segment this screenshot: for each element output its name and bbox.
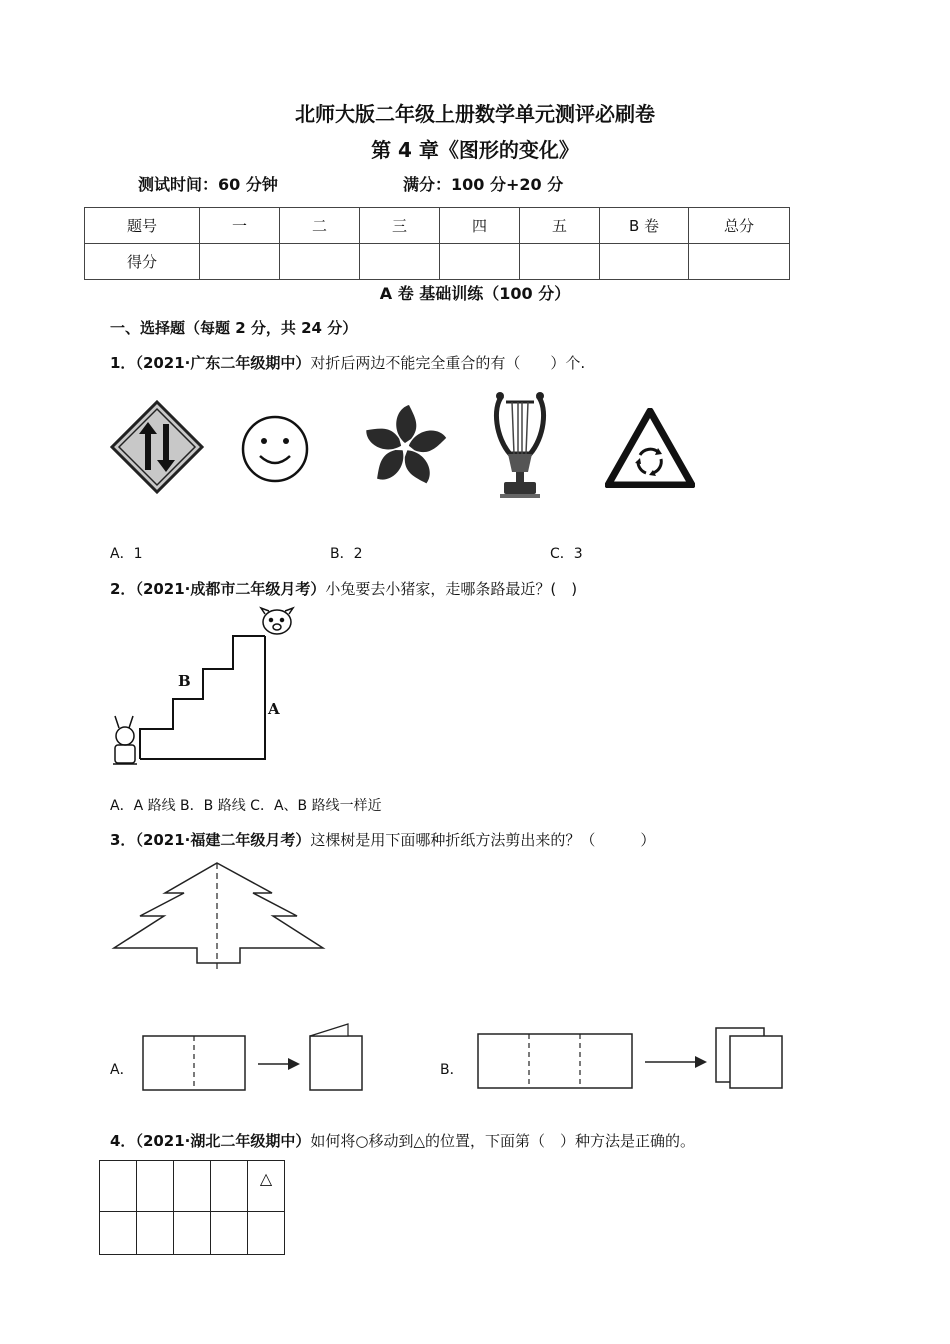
q1-option-c[interactable]: C．3 <box>550 546 583 562</box>
score-table-cell: 一 <box>200 208 280 244</box>
score-cell[interactable] <box>440 244 520 280</box>
score-row-label: 得分 <box>85 244 200 280</box>
q4-text: 如何将○移动到△的位置，下面第（ ）种方法是正确的。 <box>310 1132 696 1150</box>
q3-number: 3． <box>110 831 136 849</box>
grid-cell <box>137 1161 174 1212</box>
lyre-icon <box>490 388 550 506</box>
q4-source: （2021·湖北二年级期中） <box>135 1132 311 1150</box>
q4-number: 4． <box>110 1132 136 1150</box>
question-1 <box>110 352 585 373</box>
score-table-cell: 二 <box>280 208 360 244</box>
grid-row <box>100 1161 285 1212</box>
score-cell[interactable] <box>689 244 790 280</box>
q1-number: 1． <box>110 354 136 372</box>
movement-grid <box>99 1160 285 1255</box>
score-table-cell: 三 <box>360 208 440 244</box>
full-score: 满分：100 分+20 分 <box>403 175 564 194</box>
score-cell[interactable] <box>280 244 360 280</box>
score-table-cell: B 卷 <box>600 208 689 244</box>
page-title: 北师大版二年级上册数学单元测评必刷卷 <box>295 102 655 126</box>
score-table-score-row <box>85 244 790 280</box>
grid-cell <box>248 1212 285 1255</box>
q2-options[interactable]: A．A 路线 B．B 路线 C．A、B 路线一样近 <box>110 798 382 814</box>
score-table-header-row <box>85 208 790 244</box>
score-table-cell: 四 <box>440 208 520 244</box>
chapter-title: 第 4 章《图形的变化》 <box>371 138 579 162</box>
score-cell[interactable] <box>520 244 600 280</box>
grid-cell <box>211 1212 248 1255</box>
score-cell[interactable] <box>360 244 440 280</box>
pig-icon <box>261 608 293 634</box>
score-table-cell: 题号 <box>85 208 200 244</box>
section-a-heading: A 卷 基础训练（100 分） <box>379 284 571 303</box>
q1-option-b[interactable]: B．2 <box>330 546 363 562</box>
triangle-icon: △ <box>259 1169 273 1188</box>
grid-cell <box>174 1212 211 1255</box>
score-table <box>84 207 790 280</box>
paper-tree-figure <box>110 858 330 973</box>
q2-source: （2021·成都市二年级月考） <box>135 580 326 598</box>
roundabout-warning-sign-icon <box>605 408 695 488</box>
grid-cell <box>100 1161 137 1212</box>
rabbit-icon <box>113 716 137 764</box>
q1-source: （2021·广东二年级期中） <box>135 354 311 372</box>
score-table-cell: 总分 <box>689 208 790 244</box>
two-way-traffic-sign-icon <box>110 400 205 495</box>
q3-option-b-label[interactable]: B． <box>440 1062 464 1078</box>
question-2 <box>110 578 577 599</box>
q1-option-a[interactable]: A．1 <box>110 546 143 562</box>
score-cell[interactable] <box>200 244 280 280</box>
route-a-label: A <box>268 700 280 718</box>
bauhinia-flower-icon <box>360 402 450 492</box>
fold-method-b <box>475 1020 790 1095</box>
q3-text: 这棵树是用下面哪种折纸方法剪出来的？（ ） <box>310 831 656 849</box>
q3-source: （2021·福建二年级月考） <box>135 831 311 849</box>
test-time: 测试时间：60 分钟 <box>138 175 278 194</box>
q2-text: 小兔要去小猪家，走哪条路最近？( ) <box>325 580 578 598</box>
q1-text: 对折后两边不能完全重合的有（ ）个. <box>310 354 586 372</box>
question-3 <box>110 829 655 850</box>
fold-method-a <box>140 1020 370 1095</box>
q2-number: 2． <box>110 580 136 598</box>
q3-option-a-label[interactable]: A． <box>110 1062 134 1078</box>
grid-cell <box>137 1212 174 1255</box>
grid-row <box>100 1212 285 1255</box>
score-cell[interactable] <box>600 244 689 280</box>
score-table-cell: 五 <box>520 208 600 244</box>
route-b-label: B <box>178 672 191 690</box>
grid-cell <box>211 1161 248 1212</box>
part1-heading: 一、选择题（每题 2 分，共 24 分） <box>110 319 358 337</box>
grid-cell <box>174 1161 211 1212</box>
grid-cell <box>100 1212 137 1255</box>
question-4 <box>110 1130 695 1151</box>
grid-cell-triangle <box>248 1161 285 1212</box>
smiley-face-icon <box>240 414 310 484</box>
route-diagram <box>105 604 305 779</box>
